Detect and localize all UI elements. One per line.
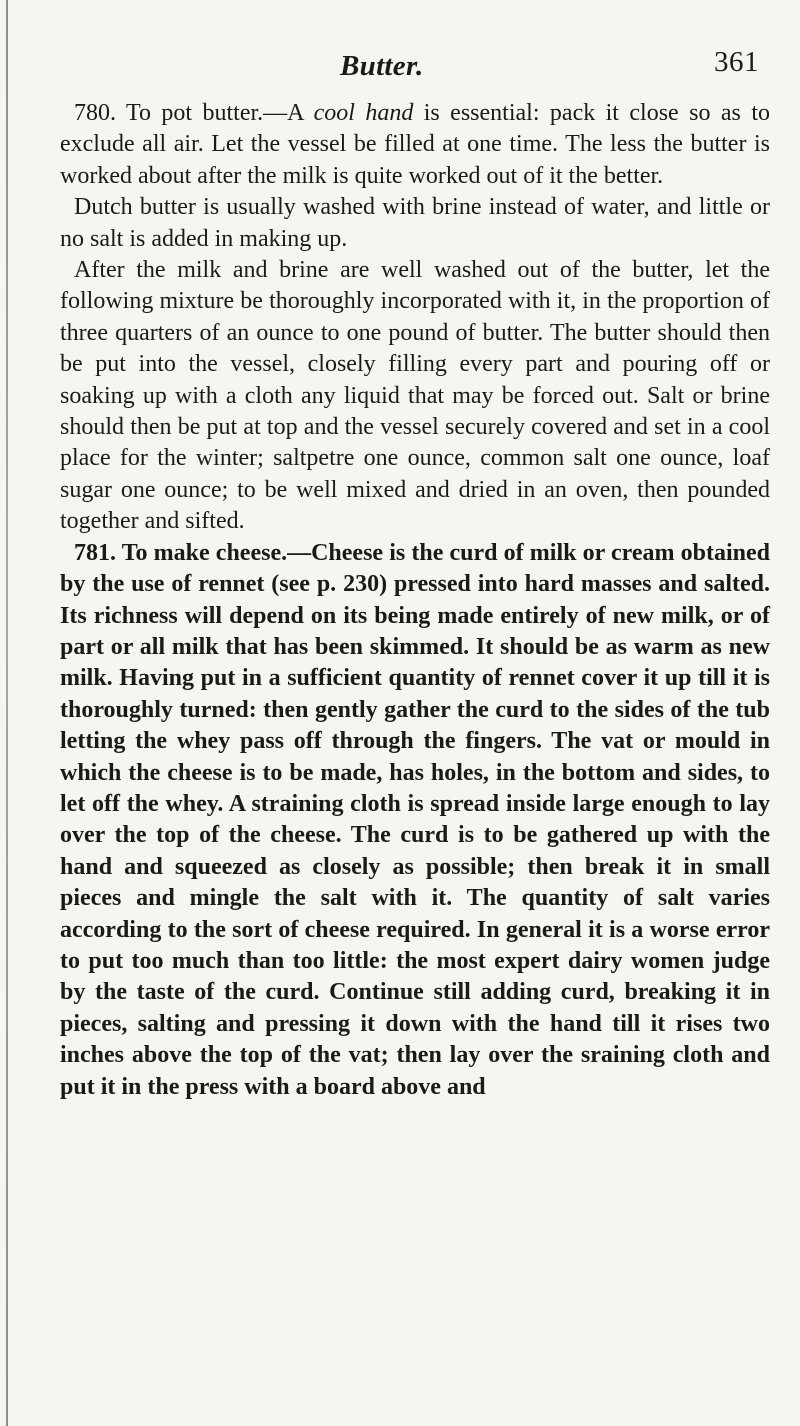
paragraph-text: To make cheese.—Cheese is the curd of milk or cream obtained by the use of rennet (see p. 230) pressed into hard masses and salted. Its richness will depend on its being made entirely of new milk, or of part or all milk that has been skimmed. It should be as warm as new milk. Having put in a sufficient quantity of rennet cover it up till it is thoroughly turned: then gently gather the curd to the sides of the tub letting the whey pass off through the fingers. The vat or mould in which the cheese is to be made, has holes, in the bottom and sides, to let off the whey. A straining cloth is spread inside large enough to lay over the top of the cheese. The curd is to be gathered up with the hand and squeezed as closely as possible; then break it in small pieces and mingle the salt with it. The quantity of salt varies according to the sort of cheese required. In general it is a worse error to put too much than too little: the most expert dairy women judge by the taste of the curd. Continue still adding curd, breaking it in pieces, salting and pressing it down with the hand till it rises two inches above the top of the vat; then lay over the sraining cloth and put it in the press with a board above and (60, 539, 770, 1100)
paragraph-780 (60, 98, 770, 192)
page-binding-edge (6, 0, 8, 1426)
page-number: 361 (714, 46, 759, 78)
paragraph-number: 781. (74, 539, 116, 566)
paragraph-781 (60, 538, 770, 1103)
paragraph-mixture: After the milk and brine are well washed out of the butter, let the following mixture be thoroughly incorporated with it, in the proportion of three quarters of an ounce to one pound of butter. The butter should then be put into the vessel, closely filling every part and pouring off or soaking up with a cloth any liquid that may be forced out. Salt or brine should then be put at top and the vessel securely covered and set in a cool place for the winter; saltpetre one ounce, common salt one ounce, loaf sugar one ounce; to be well mixed and dried in an oven, then pounded together and sifted. (60, 257, 770, 535)
running-header: Butter. (340, 50, 424, 82)
emphasis-text: cool hand (313, 100, 414, 126)
body-text (60, 98, 770, 1103)
paragraph-text: To pot butter.—A (116, 100, 314, 126)
paragraph-dutch-butter: Dutch butter is usually washed with brine instead of water, and little or no salt is added in making up. (60, 194, 770, 252)
paragraph-text: is essential: pack it close so as to exclude all air. Let the vessel be filled at one time. The less the butter is worked about after the milk is quite worked out of it the better. (60, 100, 770, 189)
paragraph-number: 780. (74, 100, 116, 126)
